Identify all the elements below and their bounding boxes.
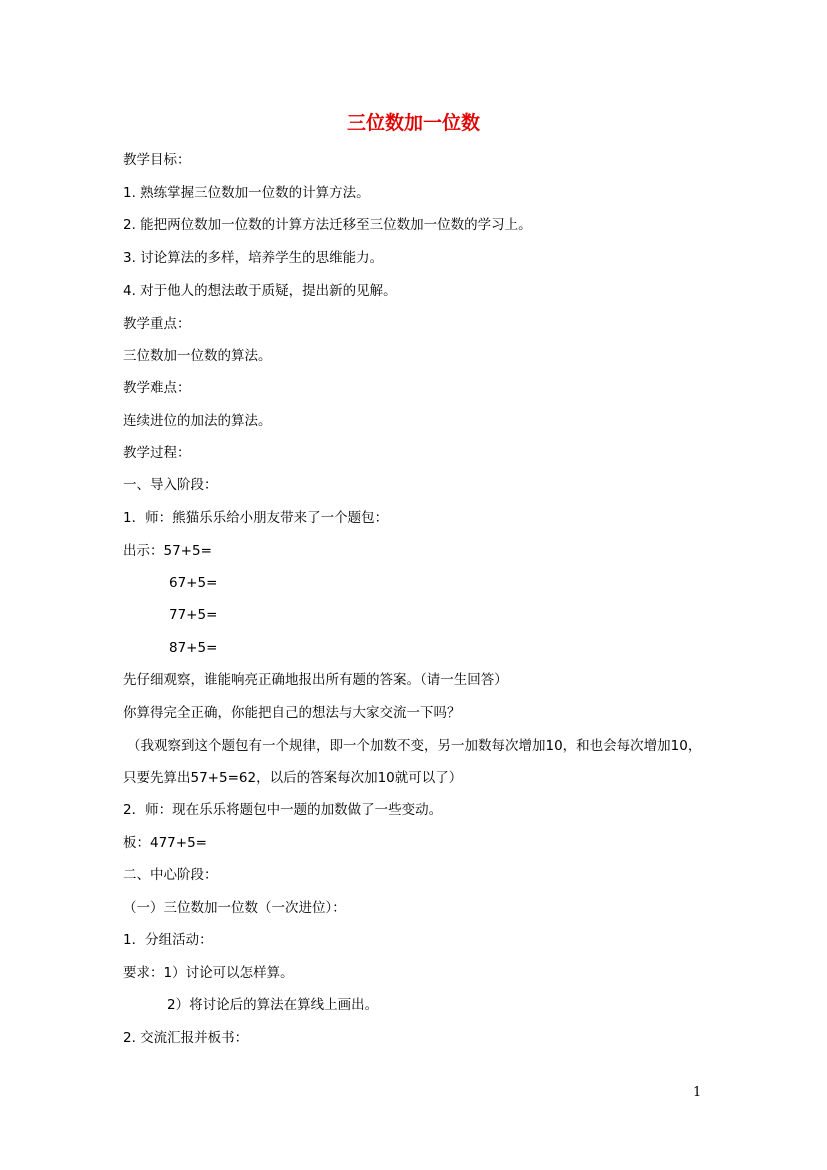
difficulty-text: 连续进位的加法的算法。 — [123, 413, 272, 429]
paragraph-pattern-explanation: （我观察到这个题包有一个规律，即一个加数不变，另一加数每次增加10，和也会每次增加10，只要先算出57+5=62，以后的答案每次加10就可以了） — [123, 738, 702, 786]
section-center-heading: 二、中心阶段： — [123, 867, 218, 883]
heading-teaching-process: 教学过程： — [123, 445, 191, 461]
goal-item-3: 3. 讨论算法的多样，培养学生的思维能力。 — [123, 250, 384, 266]
report-step: 2. 交流汇报并板书： — [123, 1030, 249, 1046]
group-activity: 1．分组活动： — [123, 932, 213, 948]
exercise-line: 87+5= — [169, 640, 218, 656]
goal-item-4: 4. 对于他人的想法敢于质疑，提出新的见解。 — [123, 283, 397, 299]
requirement-1: 要求：1）讨论可以怎样算。 — [123, 965, 294, 981]
requirement-2: 2）将讨论后的算法在算线上画出。 — [167, 997, 379, 1013]
document-title: 三位数加一位数 — [346, 112, 480, 134]
subsection-heading: （一）三位数加一位数（一次进位）： — [123, 900, 346, 916]
paragraph-share: 你算得完全正确，你能把自己的想法与大家交流一下吗？ — [123, 705, 461, 721]
exercise-line: 67+5= — [169, 575, 218, 591]
intro-step-2: 2．师：现在乐乐将题包中一题的加数做了一些变动。 — [123, 802, 443, 818]
heading-key-points: 教学重点： — [123, 316, 191, 332]
exercise-line: 出示：57+5= — [123, 543, 212, 559]
key-point-text: 三位数加一位数的算法。 — [123, 348, 272, 364]
page-number: 1 — [693, 1085, 702, 1100]
goal-item-1: 1. 熟练掌握三位数加一位数的计算方法。 — [123, 185, 370, 201]
intro-step-1: 1．师：熊猫乐乐给小朋友带来了一个题包： — [123, 510, 389, 526]
heading-difficulties: 教学难点： — [123, 380, 191, 396]
section-intro-heading: 一、导入阶段： — [123, 477, 218, 493]
paragraph-observe: 先仔细观察，谁能响亮正确地报出所有题的答案。（请一生回答） — [123, 672, 508, 688]
board-equation: 板：477+5= — [123, 835, 207, 851]
heading-teaching-goals: 教学目标： — [123, 152, 191, 168]
exercise-line: 77+5= — [169, 607, 218, 623]
goal-item-2: 2. 能把两位数加一位数的计算方法迁移至三位数加一位数的学习上。 — [123, 217, 532, 233]
